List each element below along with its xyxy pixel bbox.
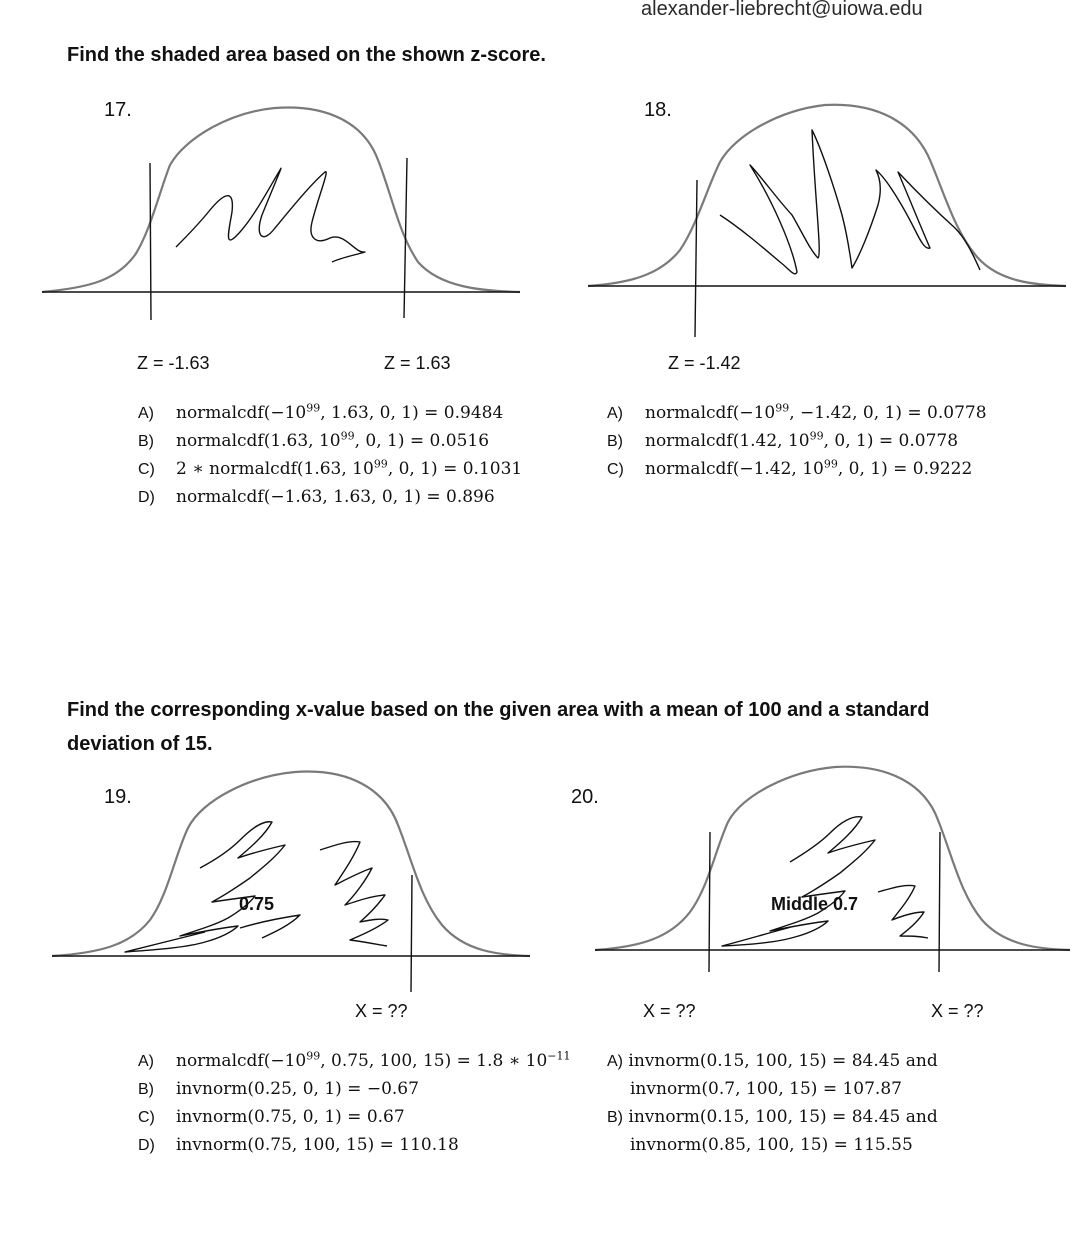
q18-z-label: Z = -1.42 bbox=[668, 353, 741, 373]
section-1-heading: Find the shaded area based on the shown z-score. bbox=[67, 44, 546, 66]
q20-x-left-label: X = ?? bbox=[643, 1001, 696, 1021]
q20-normal-curve bbox=[595, 767, 1070, 950]
q17-option-a[interactable]: A) $normalcdf(-10^{99}$, 1.63, 0, 1) = 0.9484 bbox=[138, 401, 504, 423]
q20-shading-scribble bbox=[722, 817, 928, 946]
q17-z-left-label: Z = -1.63 bbox=[137, 353, 210, 373]
question-17-number: 17. bbox=[104, 99, 132, 121]
q20-right-x-line bbox=[939, 832, 940, 972]
q19-option-c[interactable]: C) invnorm(0.75, 0, 1) = 0.67 bbox=[138, 1107, 405, 1127]
q17-option-d[interactable]: D) normalcdf(−1.63, 1.63, 0, 1) = 0.896 bbox=[138, 487, 495, 507]
q19-area-label: 0.75 bbox=[239, 894, 275, 914]
q19-option-b[interactable]: B) invnorm(0.25, 0, 1) = −0.67 bbox=[138, 1079, 419, 1099]
q18-option-c[interactable]: C) normalcdf(−1.42, $10^{99}$, 0, 1) = 0.9222 bbox=[607, 457, 973, 479]
q20-left-x-line bbox=[709, 832, 710, 972]
q20-option-a[interactable]: A) invnorm(0.15, 100, 15) = 84.45 and bbox=[607, 1051, 938, 1071]
question-18-number: 18. bbox=[644, 99, 672, 121]
q18-option-a[interactable]: A) $normalcdf(-10^{99}$, −1.42, 0, 1) = 0.0778 bbox=[607, 401, 987, 423]
q17-z-right-label: Z = 1.63 bbox=[384, 353, 451, 373]
q18-option-b[interactable]: B) normalcdf(1.42, $10^{99}$, 0, 1) = 0.0778 bbox=[607, 429, 959, 451]
section-2-heading-line-1: Find the corresponding x-value based on the given area with a mean of 100 and a standard bbox=[67, 699, 930, 721]
q17-option-b[interactable]: B) normalcdf(1.63, $10^{99}$, 0, 1) = 0.0516 bbox=[138, 429, 490, 451]
q20-option-b-line-1: invnorm(0.15, 100, 15) = 84.45 and bbox=[628, 1107, 938, 1127]
q19-option-a[interactable]: A) $normalcdf(-10^{99}$, 0.75, 100, 15) = 1.8 ∗ $10^{-11}$ bbox=[138, 1049, 571, 1071]
q19-x-label: X = ?? bbox=[355, 1001, 408, 1021]
q19-option-d[interactable]: D) invnorm(0.75, 100, 15) = 110.18 bbox=[138, 1135, 459, 1155]
q17-option-c[interactable]: C) 2 ∗ normalcdf(1.63, $10^{99}$, 0, 1) = 0.1031 bbox=[138, 457, 523, 479]
q20-option-a-line-2: invnorm(0.7, 100, 15) = 107.87 bbox=[630, 1079, 902, 1099]
q20-option-b[interactable]: B) invnorm(0.15, 100, 15) = 84.45 and bbox=[607, 1107, 938, 1127]
question-19-number: 19. bbox=[104, 786, 132, 808]
q20-x-right-label: X = ?? bbox=[931, 1001, 984, 1021]
section-2-heading-line-2: deviation of 15. bbox=[67, 733, 213, 755]
q20-area-label: Middle 0.7 bbox=[771, 894, 859, 914]
question-20-number: 20. bbox=[571, 786, 599, 808]
q20-option-a-line-1: invnorm(0.15, 100, 15) = 84.45 and bbox=[628, 1051, 938, 1071]
author-email: alexander-liebrecht@uiowa.edu bbox=[641, 0, 923, 20]
q20-option-b-line-2: invnorm(0.85, 100, 15) = 115.55 bbox=[630, 1135, 913, 1155]
